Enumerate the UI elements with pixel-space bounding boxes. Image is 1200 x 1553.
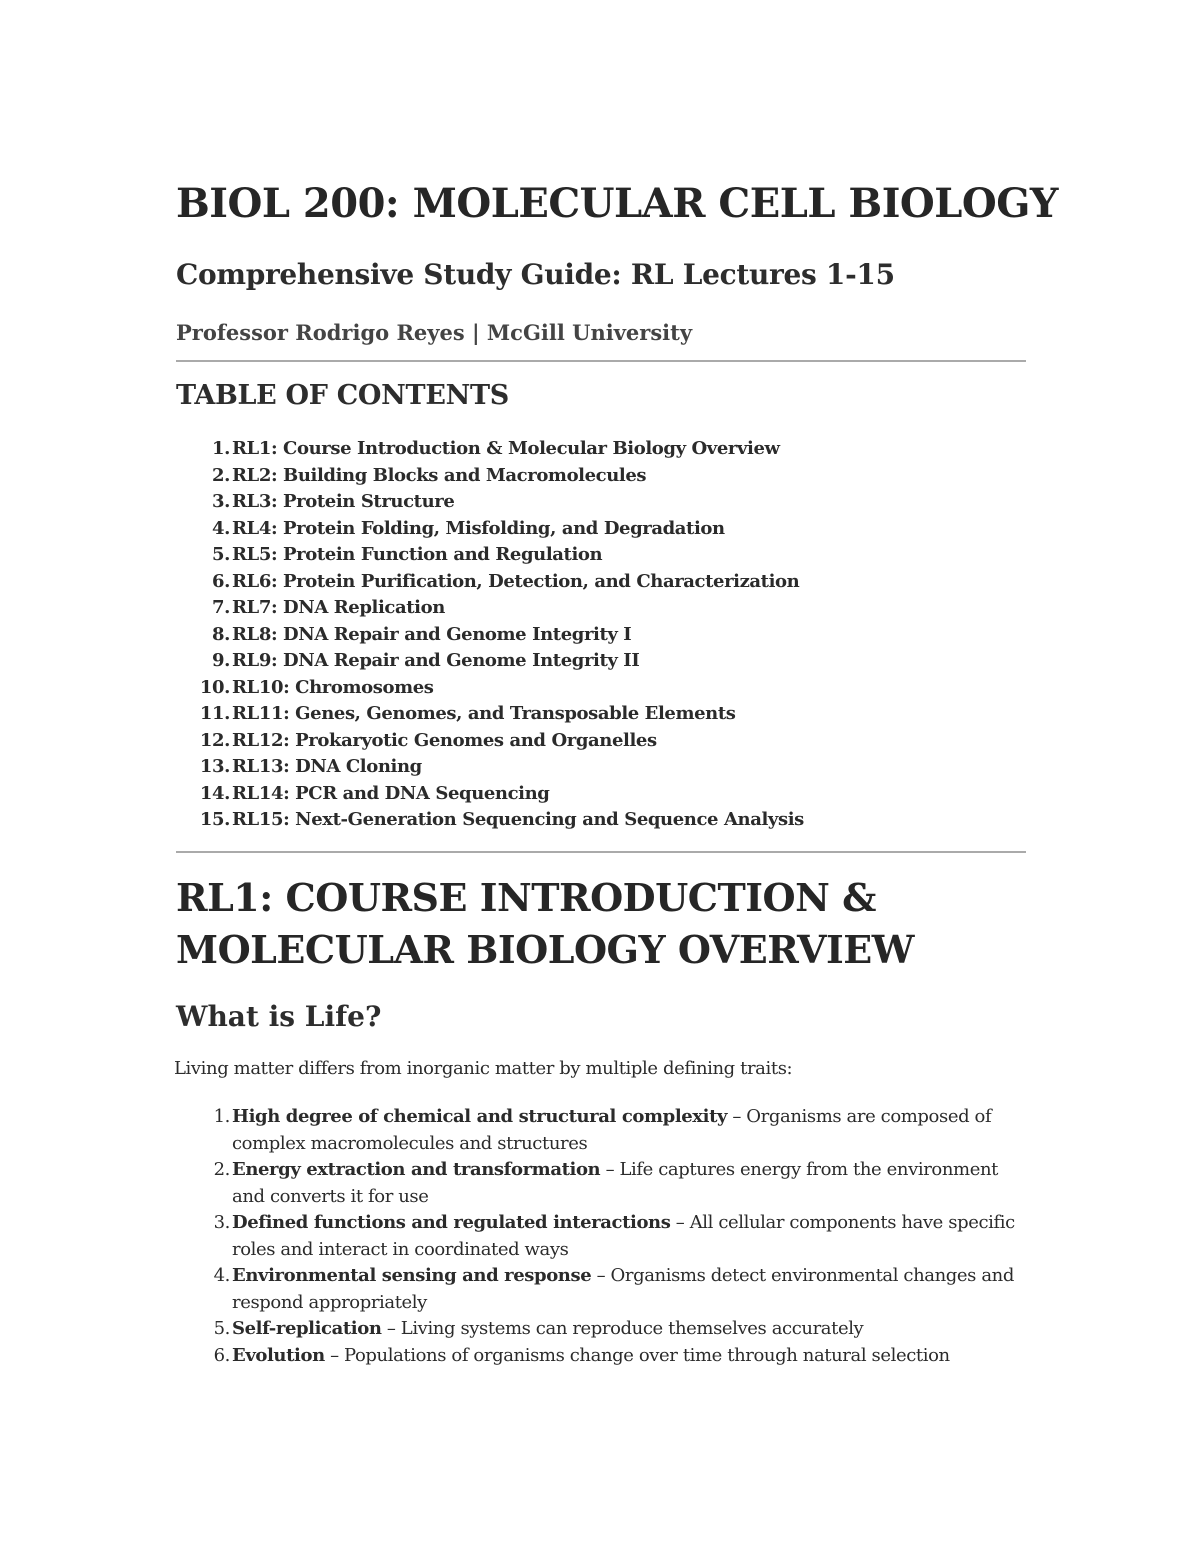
trait-number: 4. — [213, 1265, 230, 1286]
trait-description: – Populations of organisms change over time through natural selection — [324, 1344, 950, 1366]
toc-item — [176, 781, 804, 808]
trait-term: Self-replication — [232, 1318, 382, 1339]
toc-item-label: RL13: DNA Cloning — [232, 756, 422, 777]
toc-item-label: RL8: DNA Repair and Genome Integrity I — [232, 623, 632, 645]
toc-heading: TABLE OF CONTENTS — [176, 380, 509, 411]
toc-item-label: RL11: Genes, Genomes, and Transposable Elements — [232, 703, 736, 724]
toc-item — [176, 648, 804, 675]
trait-description: – Organisms detect environmental changes and respond appropriately — [232, 1265, 1014, 1313]
toc-item — [176, 807, 804, 834]
toc-item-number: 3. — [212, 491, 230, 512]
author-line: Professor Rodrigo Reyes | McGill University — [176, 320, 693, 345]
toc-item-label: RL1: Course Introduction & Molecular Biology Overview — [232, 438, 780, 459]
trait-item — [176, 1210, 1026, 1263]
toc-item-number: 10. — [199, 676, 230, 698]
toc-item-label: RL5: Protein Function and Regulation — [232, 544, 603, 565]
toc-item — [176, 569, 804, 596]
toc-item-label: RL15: Next-Generation Sequencing and Sequence Analysis — [232, 809, 804, 830]
toc-item-number: 8. — [212, 623, 230, 645]
divider-top — [176, 360, 1026, 362]
toc-item-label: RL12: Prokaryotic Genomes and Organelles — [232, 729, 657, 751]
toc-item — [176, 622, 804, 649]
section-heading — [176, 872, 1026, 976]
toc-item-label: RL14: PCR and DNA Sequencing — [232, 782, 550, 804]
trait-number: 6. — [213, 1344, 230, 1366]
toc-item — [176, 595, 804, 622]
toc-item-label: RL10: Chromosomes — [232, 676, 434, 698]
toc-item-number: 14. — [199, 782, 230, 804]
document-title: BIOL 200: MOLECULAR CELL BIOLOGY — [176, 180, 1058, 227]
trait-description: – All cellular components have specific roles and interact in coordinated ways — [232, 1212, 1015, 1260]
toc-list — [176, 436, 804, 834]
toc-item-number: 9. — [212, 650, 230, 671]
toc-item-number: 1. — [212, 438, 230, 459]
trait-item — [176, 1104, 1026, 1157]
toc-item — [176, 675, 804, 702]
trait-term: Defined functions and regulated interactions — [232, 1212, 671, 1233]
toc-item — [176, 516, 804, 543]
toc-item-number: 4. — [212, 517, 230, 539]
toc-item-number: 12. — [199, 729, 230, 751]
trait-number: 1. — [213, 1106, 230, 1127]
traits-list — [176, 1104, 1026, 1369]
toc-item-number: 2. — [212, 464, 230, 486]
trait-item — [176, 1157, 1026, 1210]
trait-term: High degree of chemical and structural complexity — [232, 1106, 728, 1127]
intro-paragraph: Living matter differs from inorganic matter by multiple defining traits: — [174, 1058, 793, 1079]
toc-item-label: RL6: Protein Purification, Detection, and Characterization — [232, 570, 800, 592]
toc-item — [176, 701, 804, 728]
toc-item-label: RL9: DNA Repair and Genome Integrity II — [232, 650, 640, 671]
divider-section — [176, 851, 1026, 853]
section-heading-line1: RL1: COURSE INTRODUCTION & — [176, 875, 876, 920]
trait-term: Evolution — [232, 1344, 325, 1366]
toc-item — [176, 542, 804, 569]
toc-item-label: RL7: DNA Replication — [232, 597, 445, 618]
trait-item — [176, 1343, 1026, 1370]
section-heading-line2: MOLECULAR BIOLOGY OVERVIEW — [176, 927, 914, 972]
toc-item — [176, 463, 804, 490]
trait-description: – Living systems can reproduce themselves accurately — [381, 1318, 864, 1339]
toc-item-label: RL4: Protein Folding, Misfolding, and Degradation — [232, 517, 725, 539]
trait-item — [176, 1316, 1026, 1343]
document-subtitle: Comprehensive Study Guide: RL Lectures 1-15 — [176, 258, 895, 291]
toc-item-number: 7. — [212, 597, 230, 618]
toc-item — [176, 489, 804, 516]
toc-item-label: RL2: Building Blocks and Macromolecules — [232, 464, 647, 486]
toc-item-number: 11. — [199, 703, 230, 724]
toc-item-number: 15. — [199, 809, 230, 830]
subsection-heading: What is Life? — [176, 1000, 382, 1033]
trait-description: – Organisms are composed of complex macromolecules and structures — [232, 1106, 992, 1154]
toc-item-number: 6. — [212, 570, 230, 592]
toc-item — [176, 754, 804, 781]
trait-description: – Life captures energy from the environment and converts it for use — [232, 1159, 998, 1207]
toc-item — [176, 728, 804, 755]
trait-term: Energy extraction and transformation — [232, 1159, 601, 1180]
trait-number: 3. — [213, 1212, 230, 1233]
toc-item-number: 5. — [212, 544, 230, 565]
toc-item — [176, 436, 804, 463]
trait-term: Environmental sensing and response — [232, 1265, 592, 1286]
toc-item-label: RL3: Protein Structure — [232, 491, 455, 512]
trait-item — [176, 1263, 1026, 1316]
trait-number: 5. — [213, 1318, 230, 1339]
trait-number: 2. — [213, 1159, 230, 1180]
toc-item-number: 13. — [199, 756, 230, 777]
